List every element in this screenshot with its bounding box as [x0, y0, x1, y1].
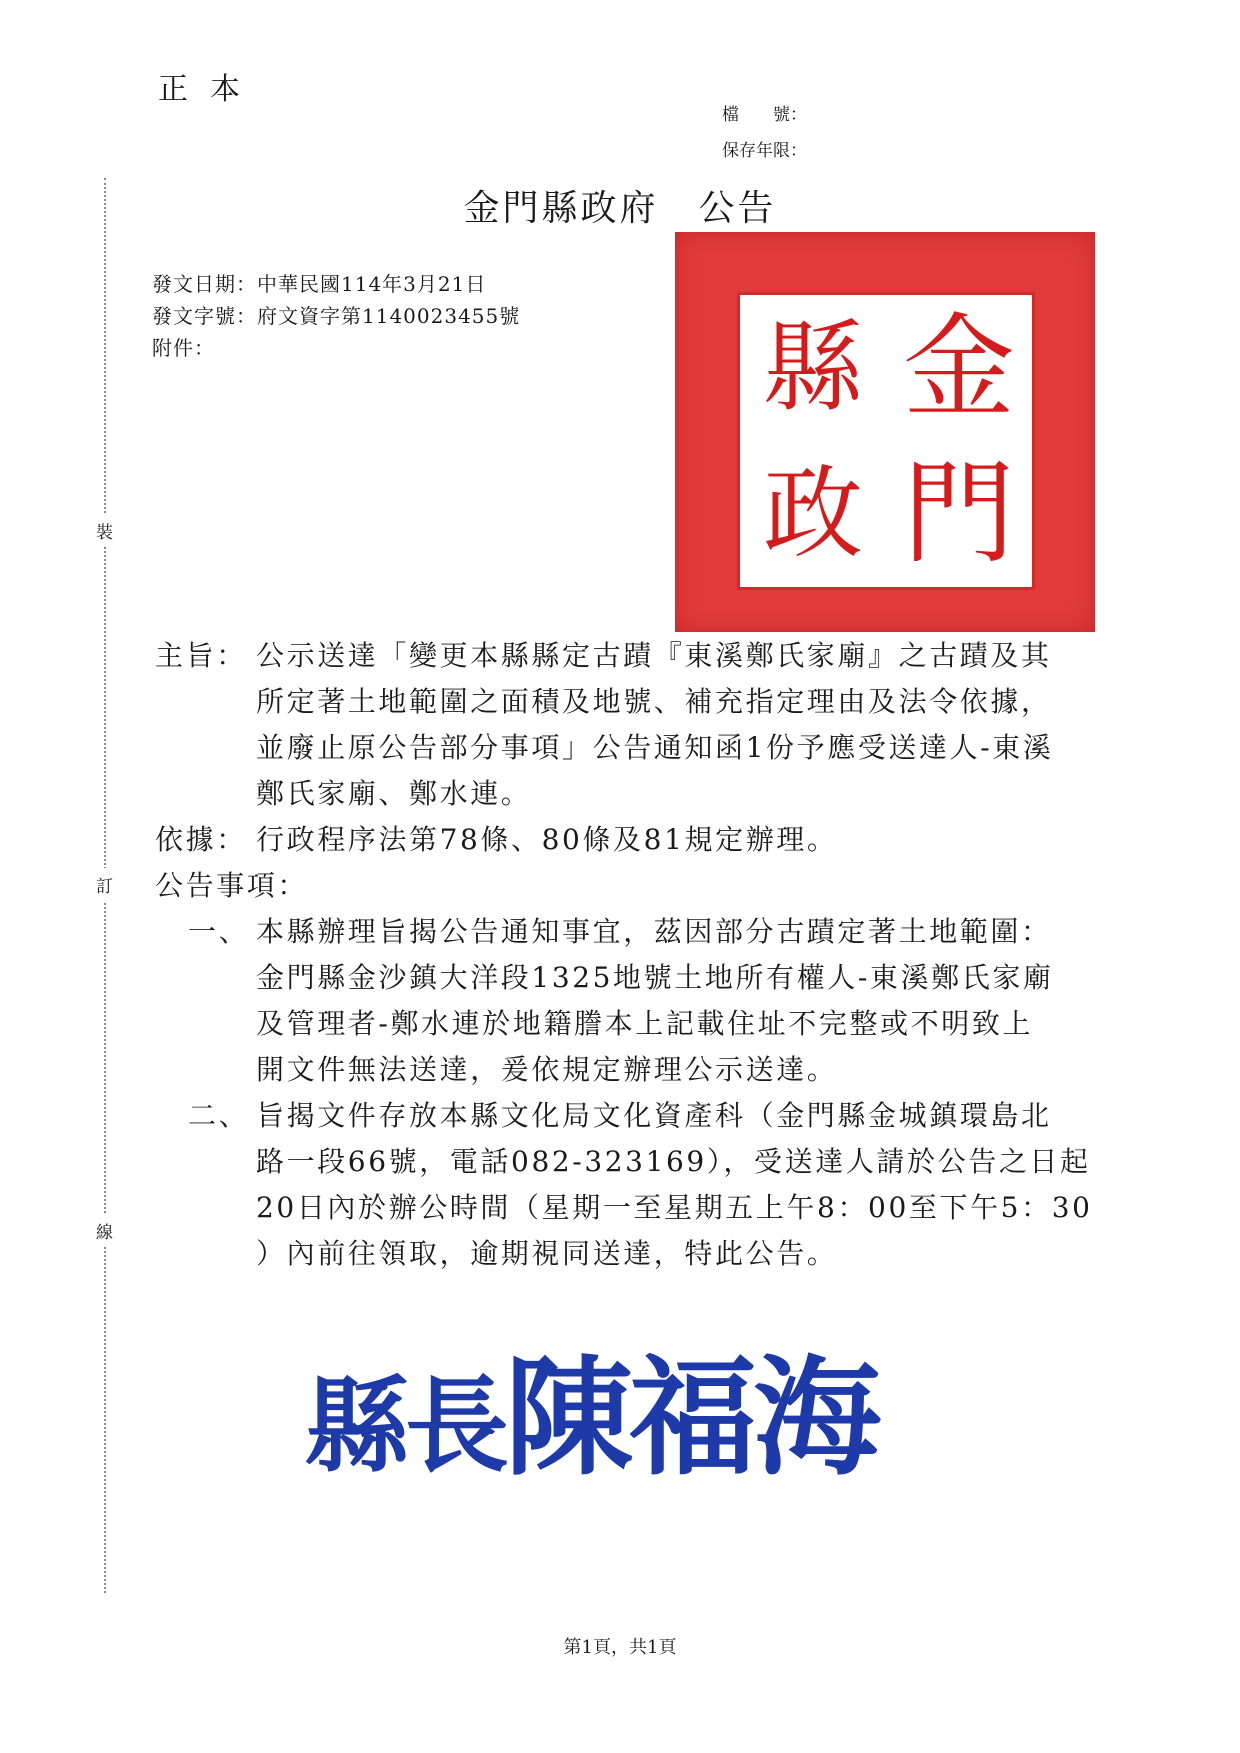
- matter-line: 及管理者-鄭水連於地籍謄本上記載住址不完整或不明致上: [256, 1007, 1034, 1040]
- official-seal: [675, 232, 1095, 632]
- subject-label: 主旨：: [155, 639, 247, 672]
- basis-label: 依據：: [155, 823, 247, 856]
- binding-mark-line: 線: [96, 1214, 113, 1247]
- document-type: 公告: [698, 188, 777, 229]
- matter-item: [256, 1093, 1096, 1277]
- subject-line: 所定著土地範圍之面積及地號、補充指定理由及法令依據，: [256, 685, 1052, 718]
- subject-line: 公示送達「變更本縣縣定古蹟『東溪鄭氏家廟』之古蹟及其: [256, 639, 1052, 672]
- signature-title: 縣長: [305, 1364, 506, 1487]
- signature-name: 陳福海: [505, 1343, 878, 1493]
- subject-line: 鄭氏家廟、鄭水連。: [256, 777, 532, 810]
- attachment-label: 附件：: [152, 336, 215, 360]
- item-number: 二、: [188, 1099, 250, 1132]
- issue-date: 發文日期：中華民國114年3月21日: [152, 272, 487, 296]
- matter-line: 金門縣金沙鎮大洋段1325地號土地所有權人-東溪鄭氏家廟: [256, 961, 1054, 994]
- seal-char: 縣: [763, 309, 863, 426]
- matters-label: 公告事項：: [155, 869, 309, 902]
- subject-line: 並廢止原公告部分事項」公告通知函1份予應受送達人-東溪: [256, 731, 1054, 764]
- issue-number: 發文字號：府文資字第1140023455號: [152, 304, 521, 328]
- matter-line: 20日內於辦公時間（星期一至星期五上午8：00至下午5：30: [256, 1191, 1093, 1224]
- page-title: [0, 180, 1240, 231]
- seal-char: 門: [903, 449, 1015, 579]
- original-copy-label: 正本: [158, 72, 262, 107]
- matter-line: 旨揭文件存放本縣文化局文化資產科（金門縣金城鎮環島北: [256, 1099, 1052, 1132]
- matter-line: 本縣辦理旨揭公告通知事宜，茲因部分古蹟定著土地範圍：: [256, 915, 1052, 948]
- binding-mark-staple: 訂: [96, 868, 113, 901]
- page-number: 第1頁，共1頁: [563, 1637, 677, 1658]
- item-number: 一、: [188, 915, 250, 948]
- file-number-label: 檔 號：: [722, 105, 807, 125]
- magistrate-signature: [305, 1315, 877, 1499]
- basis-text: 行政程序法第78條、80條及81規定辦理。: [256, 823, 838, 856]
- matter-line: 路一段66號，電話082-323169），受送達人請於公告之日起: [256, 1145, 1091, 1178]
- agency-name: 金門縣政府: [463, 188, 659, 229]
- binding-mark-bind: 裝: [96, 514, 113, 547]
- seal-char: 金: [903, 303, 1015, 433]
- matter-line: 開文件無法送達，爰依規定辦理公示送達。: [256, 1053, 838, 1086]
- retention-period-label: 保存年限：: [722, 141, 807, 161]
- matter-line: ）內前往領取，逾期視同送達，特此公告。: [256, 1237, 838, 1270]
- matter-item: [256, 909, 1096, 1093]
- subject-text: [256, 633, 1096, 817]
- seal-char: 政: [763, 455, 863, 572]
